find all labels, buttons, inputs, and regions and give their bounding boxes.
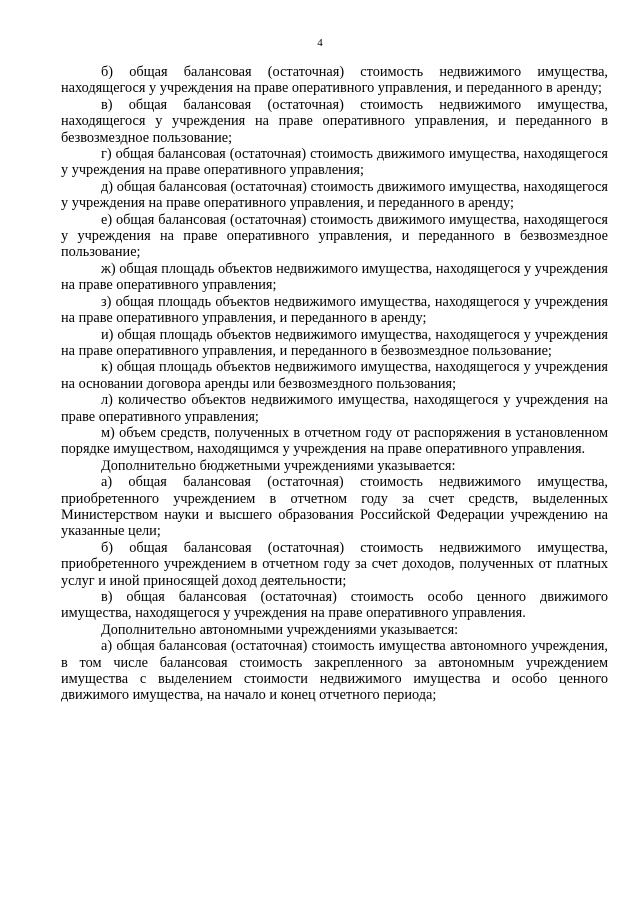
paragraph-i-area-free-use: и) общая площадь объектов недвижимого имущества, находящегося у учреждения на праве оперативного управления, и переданного в безвозмездное пользование; — [61, 326, 608, 359]
paragraph-budget-v: в) общая балансовая (остаточная) стоимость особо ценного движимого имущества, находящегося у учреждения на праве оперативного управления. — [61, 589, 608, 622]
paragraph-b-rent: б) общая балансовая (остаточная) стоимость недвижимого имущества, находящегося у учреждения на праве оперативного управления, и переданного в аренду; — [61, 64, 608, 97]
paragraph-budget-a: а) общая балансовая (остаточная) стоимость недвижимого имущества, приобретенного учреждением в отчетном году за счет средств, выделенных Министерством науки и высшего образования Российской Федерации учреждению на указанные цели; — [61, 474, 608, 540]
paragraph-m-funds: м) объем средств, полученных в отчетном году от распоряжения в установленном порядке имуществом, находящимся у учреждения на праве оперативного управления. — [61, 424, 608, 458]
paragraph-e-movable-free-use: е) общая балансовая (остаточная) стоимость движимого имущества, находящегося у учреждения на праве оперативного управления, и переданного в безвозмездное пользование; — [61, 211, 608, 261]
section-heading-budget: Дополнительно бюджетными учреждениями указывается: — [101, 457, 456, 474]
paragraph-d-movable-rent: д) общая балансовая (остаточная) стоимость движимого имущества, находящегося у учреждения на праве оперативного управления, и переданного в аренду; — [61, 178, 608, 212]
paragraph-z-area-rent: з) общая площадь объектов недвижимого имущества, находящегося у учреждения на праве оперативного управления, и переданного в аренду; — [61, 293, 608, 327]
paragraph-l-count: л) количество объектов недвижимого имущества, находящегося у учреждения на праве оперативного управления; — [61, 392, 608, 425]
paragraph-zh-area: ж) общая площадь объектов недвижимого имущества, находящегося у учреждения на праве оперативного управления; — [61, 260, 608, 294]
paragraph-g-movable: г) общая балансовая (остаточная) стоимость движимого имущества, находящегося у учреждения на праве оперативного управления; — [61, 146, 608, 179]
paragraph-autonomous-a: а) общая балансовая (остаточная) стоимость имущества автономного учреждения, в том числе балансовая стоимость закрепленного за автономным учреждением имущества с выделением стоимости недвижимого имущества и особо ценного движимого имущества, на начало и конец отчетного периода; — [61, 638, 608, 704]
paragraph-v-free-use: в) общая балансовая (остаточная) стоимость недвижимого имущества, находящегося у учреждения на праве оперативного управления, и переданного в безвозмездное пользование; — [61, 96, 608, 146]
paragraph-budget-b: б) общая балансовая (остаточная) стоимость недвижимого имущества, приобретенного учреждением в отчетном году за счет доходов, полученных от платных услуг и иной приносящей доход деятельности; — [61, 539, 608, 589]
section-heading-autonomous: Дополнительно автономными учреждениями указывается: — [101, 621, 459, 638]
page-number: 4 — [317, 37, 323, 49]
paragraph-k-area-lease: к) общая площадь объектов недвижимого имущества, находящегося у учреждения на основании договора аренды или безвозмездного пользования; — [61, 359, 608, 392]
document-body — [61, 64, 608, 704]
